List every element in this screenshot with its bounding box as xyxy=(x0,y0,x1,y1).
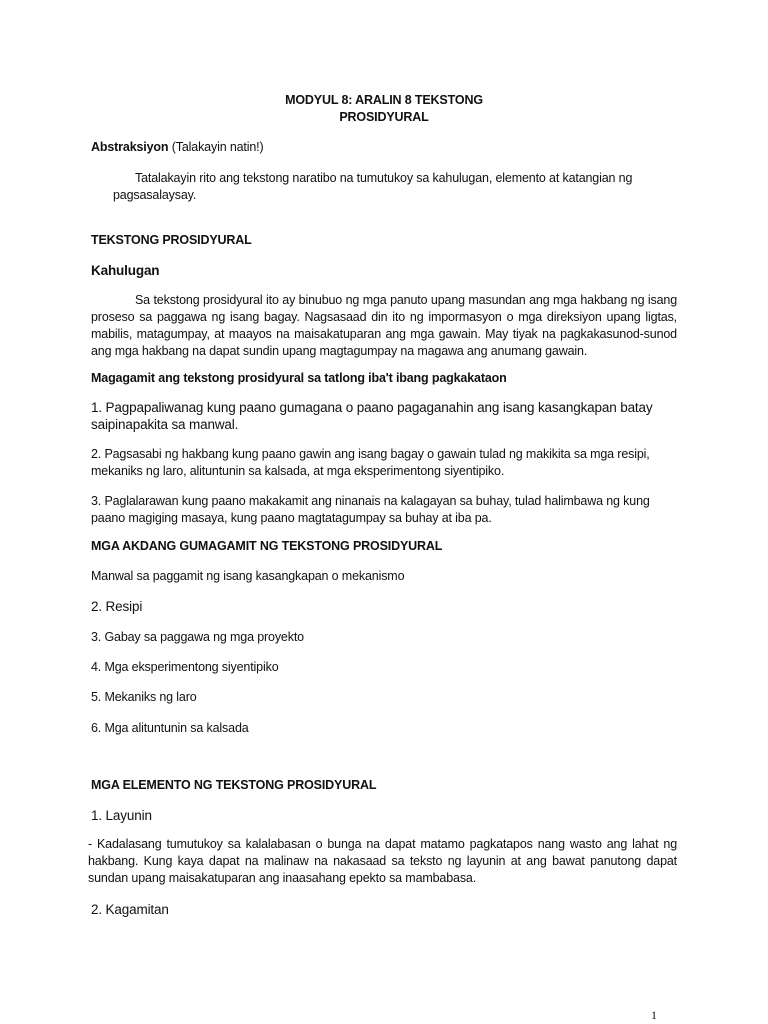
document-title-line-1: MODYUL 8: ARALIN 8 TEKSTONG xyxy=(285,93,483,107)
section-heading-pagkakataon: Magagamit ang tekstong prosidyural sa tatlong iba't ibang pagkakataon xyxy=(91,371,507,385)
pagkakataon-item-2: 2. Pagsasabi ng hakbang kung paano gawin ang isang bagay o gawain tulad ng makikita sa mga resipi, mekaniks ng laro, alituntunin sa kalsada, at mga eksperimentong siyentipiko. xyxy=(91,447,650,478)
abstraksiyon-label: Abstraksiyon xyxy=(91,140,169,154)
kahulugan-paragraph: Sa tekstong prosidyural ito ay binubuo ng mga panuto upang masundan ang mga hakbang ng isang proseso sa paggawa ng isang bagay. Nagsasaad din ito ng impormasyon o mga direksiyon upang ligtas, mabilis, matagumpay, at maayos na maisakatuparan ang mga gawain. May tiyak na pagkakasunod-sunod ang mga hakbang na dapat sundin upang magtagumpay na magawa ang anumang gawain. xyxy=(91,293,677,358)
pagkakataon-item-3: 3. Paglalarawan kung paano makakamit ang ninanais na kalagayan sa buhay, tulad halimbawa ng kung paano magiging masaya, kung paano magtatagumpay sa buhay at iba pa. xyxy=(91,494,650,525)
abstraksiyon-intro-line-1: Tatalakayin rito ang tekstong naratibo na tumutukoy sa kahulugan, elemento at katangian ng xyxy=(135,171,633,185)
pagkakataon-item-1: 1. Pagpapaliwanag kung paano gumagana o paano pagaganahin ang isang kasangkapan batay saipinapakita sa manwal. xyxy=(91,400,653,432)
page-number: 1 xyxy=(651,1008,657,1022)
akda-item-mekaniks: 5. Mekaniks ng laro xyxy=(91,690,197,704)
subheading-kahulugan: Kahulugan xyxy=(91,263,160,278)
document-title-line-2: PROSIDYURAL xyxy=(339,110,429,124)
abstraksiyon-heading xyxy=(91,139,677,156)
section-heading-mga-elemento: MGA ELEMENTO NG TEKSTONG PROSIDYURAL xyxy=(91,778,377,792)
section-heading-tekstong-prosidyural: TEKSTONG PROSIDYURAL xyxy=(91,233,252,247)
akda-item-alituntunin: 6. Mga alituntunin sa kalsada xyxy=(91,721,249,735)
elemento-layunin-description: - Kadalasang tumutukoy sa kalalabasan o bunga na dapat matamo pagkatapos nang wasto ang lahat ng hakbang. Kung kaya dapat na malinaw na nakasaad sa teksto ng layunin at ang bawat panutong dapat sundan upang maisakatuparan ang inaasahang epekto sa mambabasa. xyxy=(88,837,677,885)
akda-item-manwal: Manwal sa paggamit ng isang kasangkapan o mekanismo xyxy=(91,569,405,583)
abstraksiyon-intro-line-2: pagsasalaysay. xyxy=(113,188,197,202)
section-heading-mga-akda: MGA AKDANG GUMAGAMIT NG TEKSTONG PROSIDYURAL xyxy=(91,539,443,553)
akda-item-gabay: 3. Gabay sa paggawa ng mga proyekto xyxy=(91,630,304,644)
abstraksiyon-note: (Talakayin natin!) xyxy=(168,140,264,154)
akda-item-resipi: 2. Resipi xyxy=(91,599,143,614)
elemento-item-layunin: 1. Layunin xyxy=(91,808,152,823)
akda-item-eksperimento: 4. Mga eksperimentong siyentipiko xyxy=(91,660,279,674)
elemento-item-kagamitan: 2. Kagamitan xyxy=(91,902,169,917)
